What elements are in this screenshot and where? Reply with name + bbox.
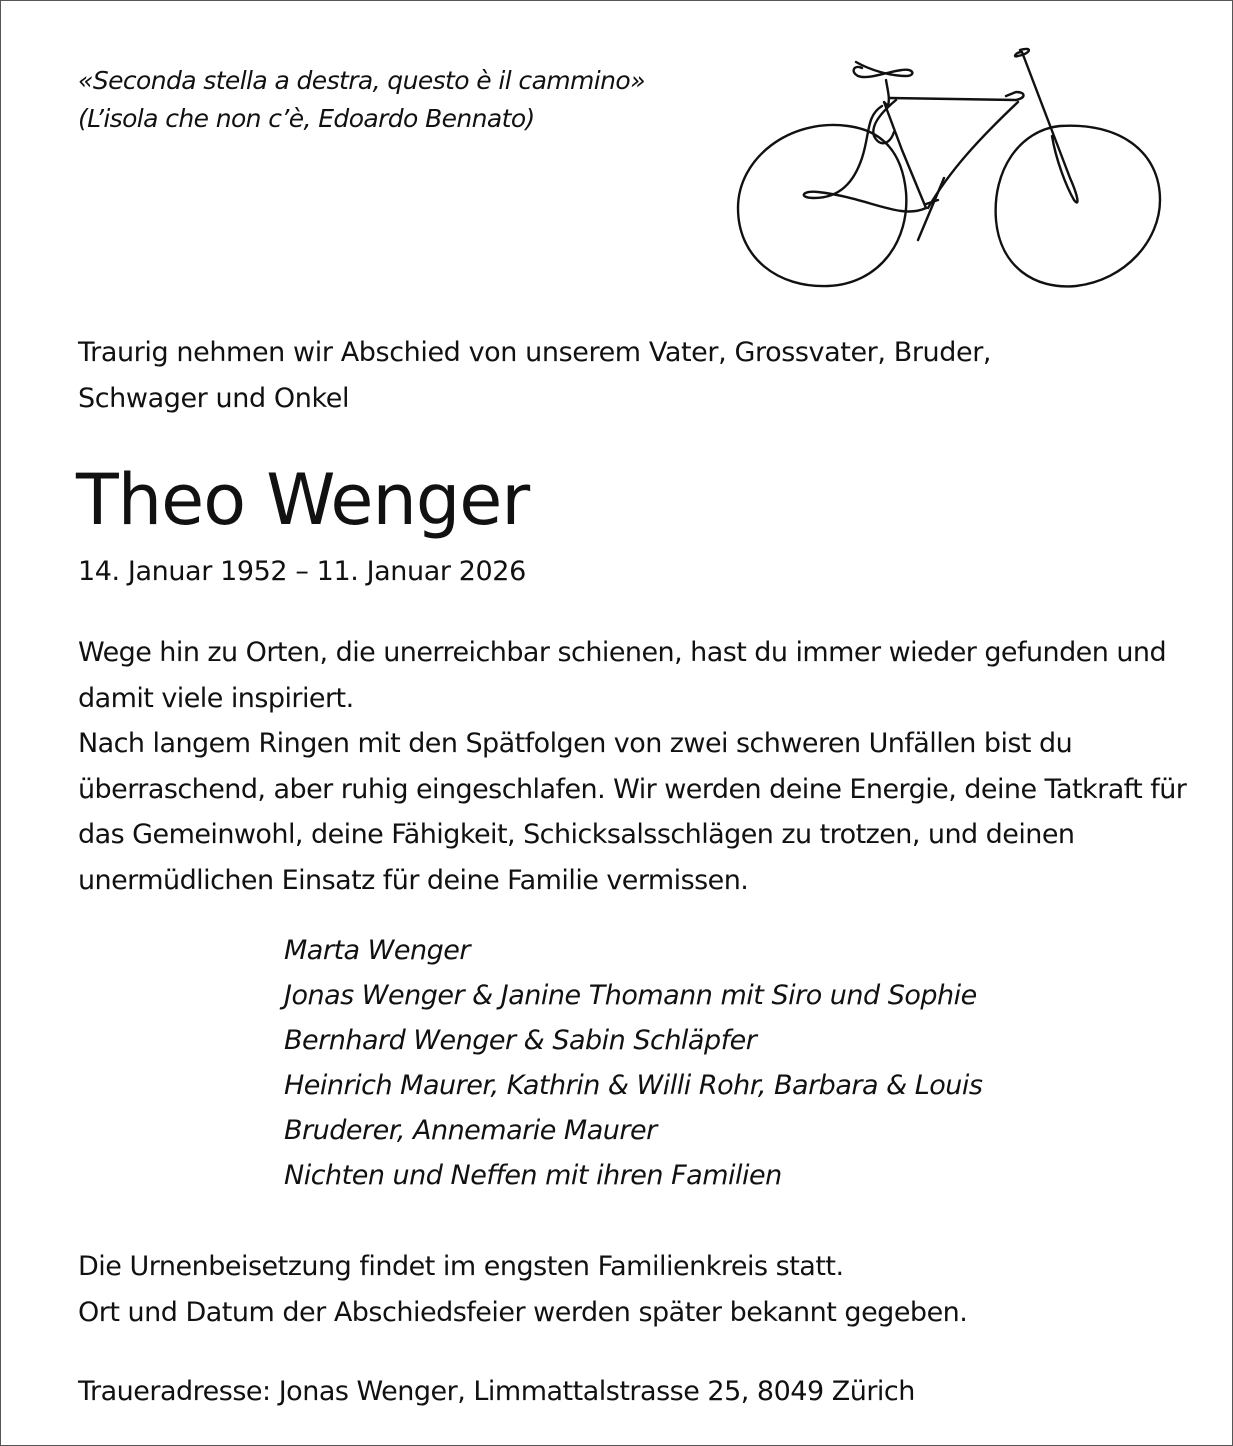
- chain-stay-icon: [804, 106, 926, 212]
- tribute-paragraph: Wege hin zu Orten, die unerreichbar schienen, hast du immer wieder gefunden und damit viele inspiriert.: [78, 637, 1167, 714]
- life-dates: 14. Januar 1952 – 11. Januar 2026: [78, 556, 526, 587]
- mourner-line: Bernhard Wenger & Sabin Schläpfer: [284, 1025, 757, 1056]
- quote-line: «Seconda stella a destra, questo è il cammino»: [78, 66, 645, 95]
- tribute-paragraph: Nach langem Ringen mit den Spätfolgen von zwei schweren Unfällen bist du überraschend, aber ruhig eingeschlafen. Wir werden deine Energie, deine Tatkraft für das Gemeinwohl, deine Fähigkeit, Schicksalsschlägen zu trotzen, und deinen unermüdlichen Einsatz für deine Familie vermissen.: [78, 728, 1187, 896]
- mourner-line: Bruderer, Annemarie Maurer: [284, 1115, 657, 1146]
- notice-line: Ort und Datum der Abschiedsfeier werden später bekannt gegeben.: [78, 1296, 968, 1328]
- epigraph-quote: [78, 62, 645, 138]
- notice-line: Die Urnenbeisetzung findet im engsten Familienkreis statt.: [78, 1251, 844, 1282]
- mourners-list: [284, 928, 982, 1198]
- mourning-address: Traueradresse: Jonas Wenger, Limmattalstrasse 25, 8049 Zürich: [78, 1376, 915, 1407]
- front-wheel-icon: [996, 126, 1160, 287]
- bicycle-line-drawing-icon: [730, 40, 1170, 300]
- deceased-name: Theo Wenger: [76, 459, 530, 541]
- mourner-line: Nichten und Neffen mit ihren Familien: [284, 1160, 782, 1191]
- down-tube-icon: [928, 102, 1018, 208]
- funeral-notice: [78, 1244, 967, 1335]
- intro-line: Schwager und Onkel: [78, 383, 350, 414]
- mourner-line: Jonas Wenger & Janine Thomann mit Siro und Sophie: [284, 980, 977, 1011]
- mourner-line: Heinrich Maurer, Kathrin & Willi Rohr, Barbara & Louis: [284, 1070, 983, 1101]
- intro-text: [78, 330, 1158, 422]
- quote-attribution: (L’isola che non c’è, Edoardo Bennato): [78, 104, 535, 133]
- tribute-text: [78, 630, 1188, 903]
- top-tube-icon: [890, 92, 1024, 100]
- intro-line: Traurig nehmen wir Abschied von unserem Vater, Grossvater, Bruder,: [78, 337, 992, 368]
- mourner-line: Marta Wenger: [284, 935, 470, 966]
- saddle-icon: [854, 62, 913, 77]
